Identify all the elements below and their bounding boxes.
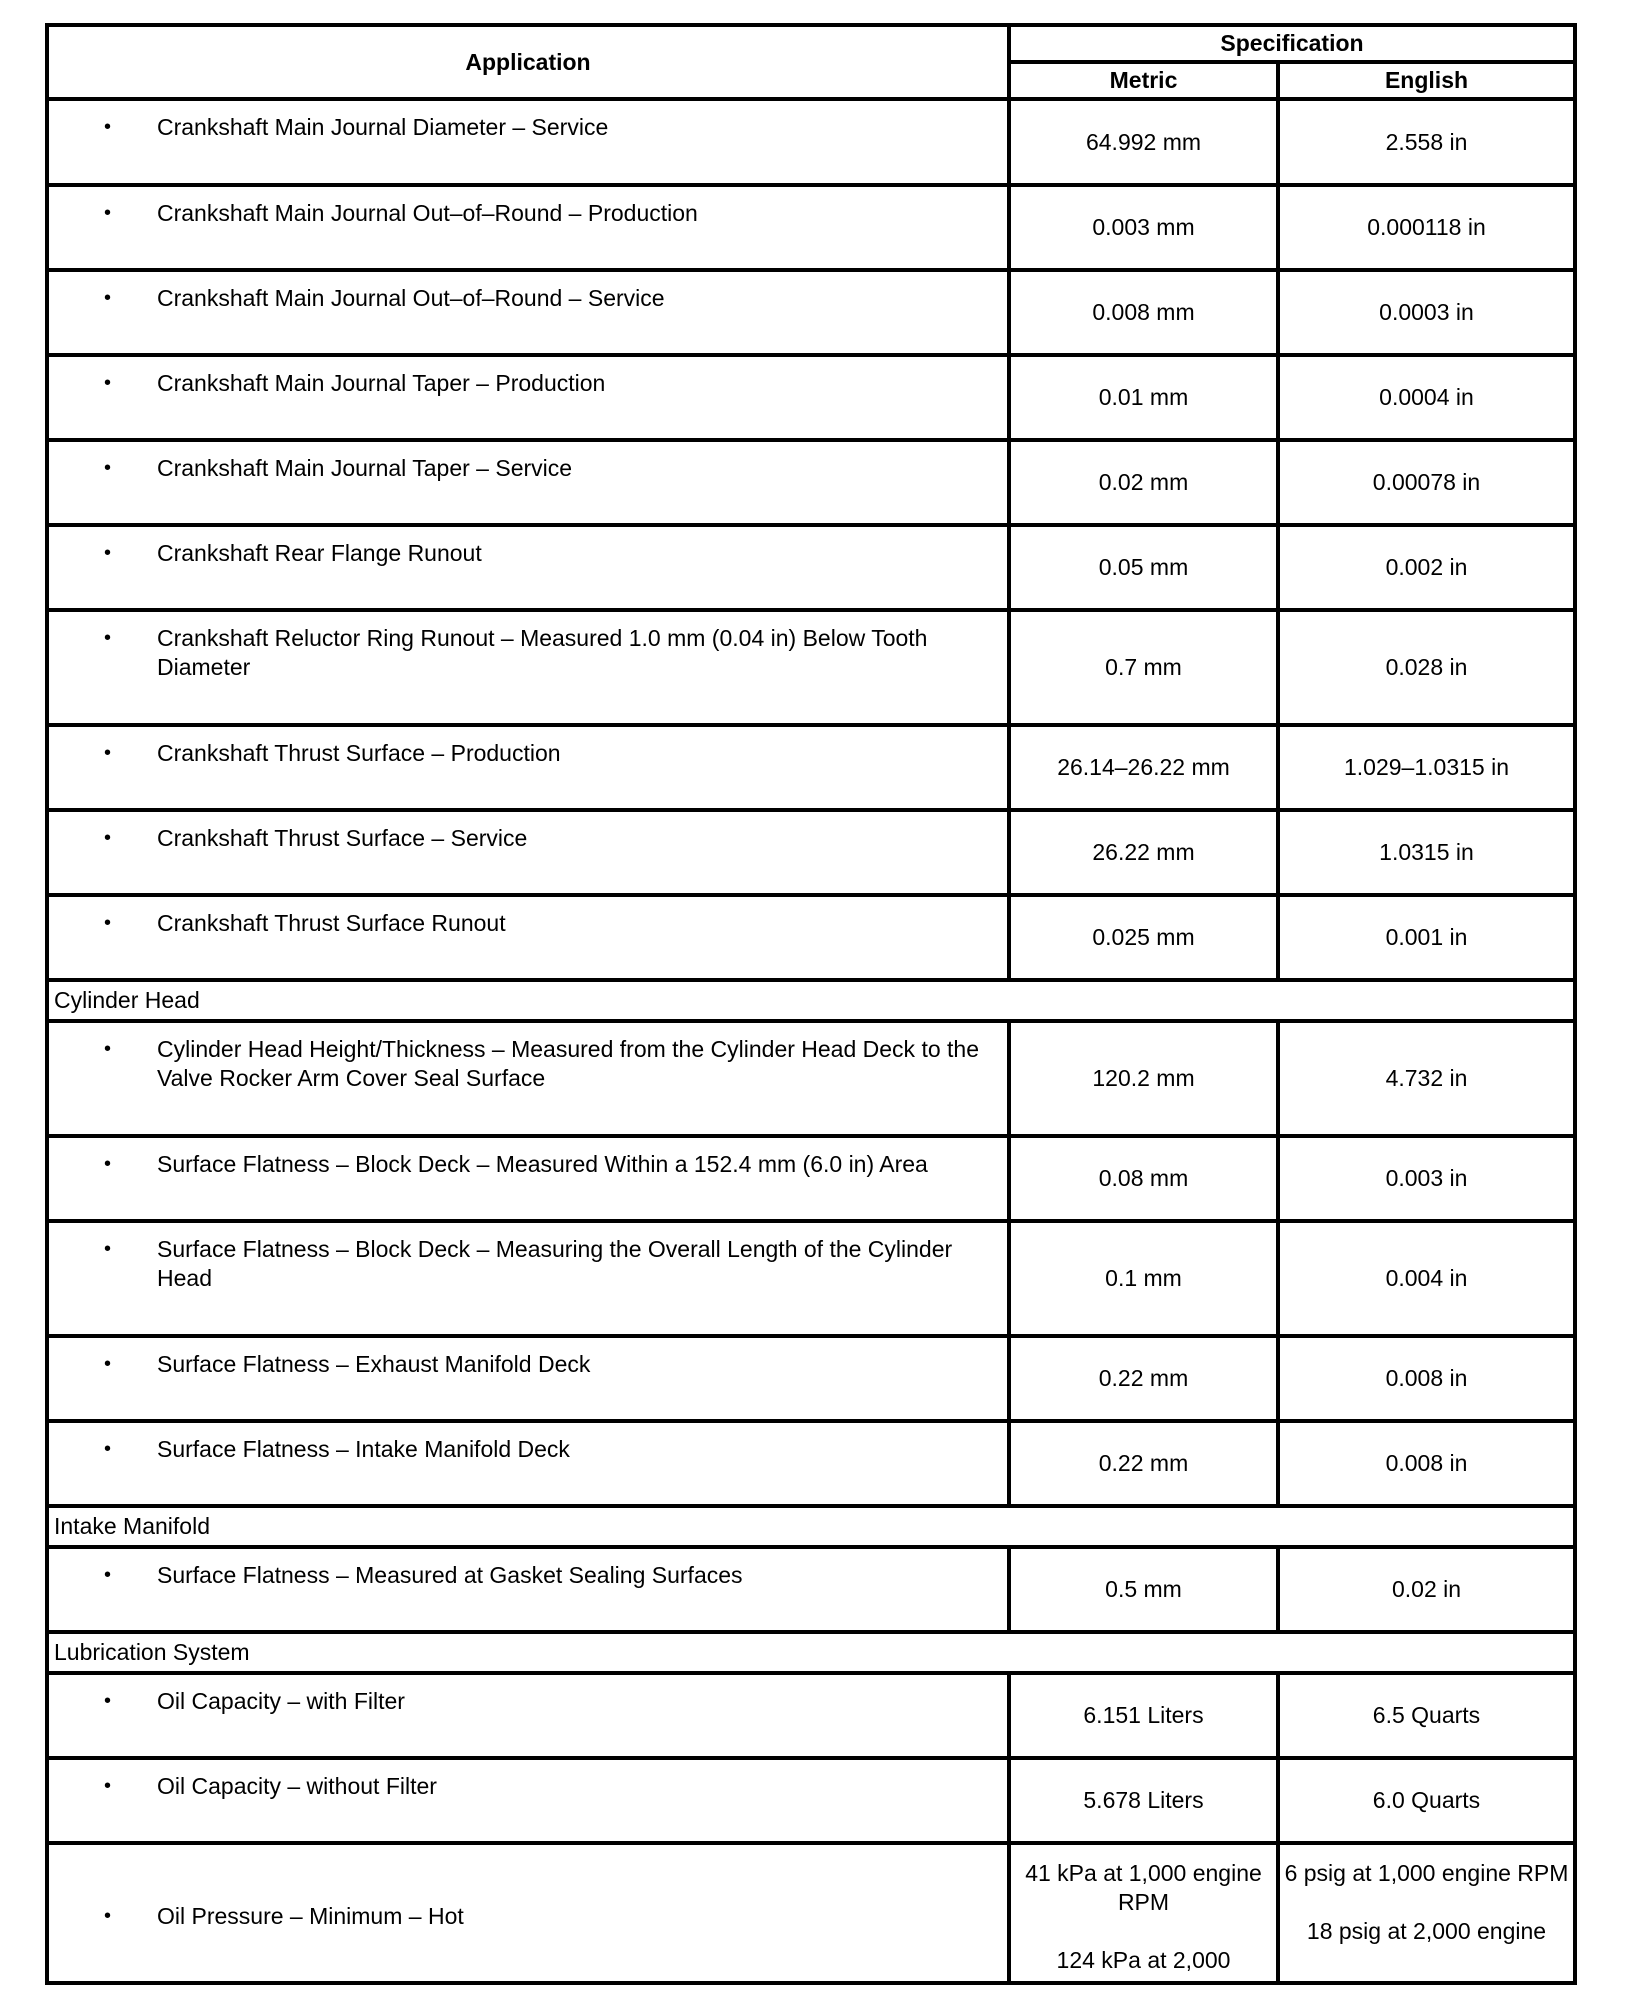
column-header-english: English (1278, 62, 1575, 99)
table-row (47, 270, 1575, 355)
application-text: Surface Flatness – Exhaust Manifold Deck (157, 1351, 591, 1377)
application-cell (47, 725, 1009, 810)
metric-value: 0.05 mm (1009, 525, 1278, 610)
metric-value: 0.7 mm (1009, 610, 1278, 725)
metric-value: 26.22 mm (1009, 810, 1278, 895)
application-cell (47, 1336, 1009, 1421)
bullet-icon: • (104, 287, 112, 309)
metric-value-line2: 124 kPa at 2,000 (1056, 1947, 1231, 1973)
english-value: 6.5 Quarts (1278, 1673, 1575, 1758)
english-value-line1: 6 psig at 1,000 engine RPM (1284, 1860, 1569, 1886)
bullet-icon: • (104, 542, 112, 564)
bullet-icon: • (104, 742, 112, 764)
application-text: Crankshaft Reluctor Ring Runout – Measured 1.0 mm (0.04 in) Below Tooth Diameter (157, 625, 928, 680)
metric-value: 0.1 mm (1009, 1221, 1278, 1336)
table-row (47, 1021, 1575, 1136)
bullet-icon: • (104, 1904, 112, 1927)
application-cell (47, 895, 1009, 980)
application-text: Oil Capacity – without Filter (157, 1773, 437, 1799)
application-text: Crankshaft Main Journal Out–of–Round – Production (157, 200, 698, 226)
table-row (47, 525, 1575, 610)
application-cell (47, 1221, 1009, 1336)
application-text: Crankshaft Main Journal Diameter – Service (157, 114, 609, 140)
application-text: Oil Capacity – with Filter (157, 1688, 405, 1714)
bullet-icon: • (104, 1775, 112, 1797)
english-value: 0.0004 in (1278, 355, 1575, 440)
section-title-cylinder-head: Cylinder Head (47, 980, 1575, 1021)
table-row (47, 1136, 1575, 1221)
metric-value: 0.22 mm (1009, 1336, 1278, 1421)
english-value: 0.004 in (1278, 1221, 1575, 1336)
application-cell (47, 355, 1009, 440)
bullet-icon: • (104, 1564, 112, 1586)
application-text: Crankshaft Thrust Surface – Service (157, 825, 528, 851)
english-value: 6.0 Quarts (1278, 1758, 1575, 1843)
metric-value-line1: 41 kPa at 1,000 engine RPM (1025, 1860, 1262, 1915)
english-value: 2.558 in (1278, 99, 1575, 185)
table-row (47, 99, 1575, 185)
bullet-icon: • (104, 372, 112, 394)
metric-value: 6.151 Liters (1009, 1673, 1278, 1758)
english-value: 0.008 in (1278, 1336, 1575, 1421)
application-text: Surface Flatness – Block Deck – Measuring the Overall Length of the Cylinder Head (157, 1236, 953, 1291)
english-value: 0.02 in (1278, 1547, 1575, 1632)
table-row (47, 895, 1575, 980)
application-text: Cylinder Head Height/Thickness – Measured from the Cylinder Head Deck to the Valve Rocker Arm Cover Seal Surface (157, 1036, 979, 1091)
bullet-icon: • (104, 912, 112, 934)
metric-value: 0.02 mm (1009, 440, 1278, 525)
bullet-icon: • (104, 1153, 112, 1175)
bullet-icon: • (104, 116, 112, 138)
table-row (47, 1547, 1575, 1632)
column-header-application: Application (47, 25, 1009, 99)
metric-value: 0.003 mm (1009, 185, 1278, 270)
english-value: 0.002 in (1278, 525, 1575, 610)
application-cell (47, 525, 1009, 610)
table-row (47, 185, 1575, 270)
english-value: 0.0003 in (1278, 270, 1575, 355)
section-header-row (47, 1632, 1575, 1673)
application-cell (47, 1843, 1009, 1983)
section-header-row (47, 1506, 1575, 1547)
bullet-icon: • (104, 1438, 112, 1460)
section-title-intake-manifold: Intake Manifold (47, 1506, 1575, 1547)
english-value: 0.003 in (1278, 1136, 1575, 1221)
metric-value: 0.08 mm (1009, 1136, 1278, 1221)
english-value-line2: 18 psig at 2,000 engine (1306, 1918, 1547, 1944)
metric-value: 26.14–26.22 mm (1009, 725, 1278, 810)
table-row (47, 1673, 1575, 1758)
application-cell (47, 1021, 1009, 1136)
application-text: Crankshaft Thrust Surface – Production (157, 740, 561, 766)
metric-value: 0.008 mm (1009, 270, 1278, 355)
english-value: 0.028 in (1278, 610, 1575, 725)
application-text: Surface Flatness – Intake Manifold Deck (157, 1436, 570, 1462)
application-cell (47, 185, 1009, 270)
bullet-icon: • (104, 627, 112, 649)
application-cell (47, 1136, 1009, 1221)
table-row (47, 810, 1575, 895)
application-text: Crankshaft Thrust Surface Runout (157, 910, 506, 936)
table-row (47, 440, 1575, 525)
application-cell (47, 1421, 1009, 1506)
application-text: Crankshaft Main Journal Out–of–Round – Service (157, 285, 665, 311)
table-row (47, 1421, 1575, 1506)
bullet-icon: • (104, 1238, 112, 1260)
bullet-icon: • (104, 827, 112, 849)
english-value: 1.029–1.0315 in (1278, 725, 1575, 810)
bullet-icon: • (104, 1353, 112, 1375)
english-value: 0.001 in (1278, 895, 1575, 980)
application-cell (47, 99, 1009, 185)
bullet-icon: • (104, 1038, 112, 1060)
application-text: Surface Flatness – Block Deck – Measured Within a 152.4 mm (6.0 in) Area (157, 1151, 928, 1177)
application-cell (47, 1758, 1009, 1843)
metric-value: 64.992 mm (1009, 99, 1278, 185)
column-header-metric: Metric (1009, 62, 1278, 99)
application-cell (47, 440, 1009, 525)
application-cell (47, 1673, 1009, 1758)
application-cell (47, 1547, 1009, 1632)
table-row (47, 1843, 1575, 1983)
application-cell (47, 810, 1009, 895)
application-text: Crankshaft Rear Flange Runout (157, 540, 482, 566)
section-header-row (47, 980, 1575, 1021)
metric-value: 0.22 mm (1009, 1421, 1278, 1506)
metric-value: 0.01 mm (1009, 355, 1278, 440)
specification-table (45, 23, 1577, 1985)
application-text: Oil Pressure – Minimum – Hot (157, 1902, 464, 1929)
table-row (47, 355, 1575, 440)
english-value: 0.00078 in (1278, 440, 1575, 525)
section-title-lubrication-system: Lubrication System (47, 1632, 1575, 1673)
metric-value: 5.678 Liters (1009, 1758, 1278, 1843)
english-value: 1.0315 in (1278, 810, 1575, 895)
table-row (47, 1221, 1575, 1336)
bullet-icon: • (104, 457, 112, 479)
metric-value (1009, 1843, 1278, 1983)
english-value: 0.000118 in (1278, 185, 1575, 270)
column-header-specification: Specification (1009, 25, 1575, 62)
application-text: Crankshaft Main Journal Taper – Service (157, 455, 573, 481)
application-cell (47, 610, 1009, 725)
bullet-icon: • (104, 1690, 112, 1712)
application-text: Crankshaft Main Journal Taper – Production (157, 370, 606, 396)
english-value: 0.008 in (1278, 1421, 1575, 1506)
application-text: Surface Flatness – Measured at Gasket Sealing Surfaces (157, 1562, 743, 1588)
table-row (47, 725, 1575, 810)
application-cell (47, 270, 1009, 355)
english-value: 4.732 in (1278, 1021, 1575, 1136)
table-row (47, 1336, 1575, 1421)
table-row (47, 610, 1575, 725)
english-value (1278, 1843, 1575, 1983)
metric-value: 0.5 mm (1009, 1547, 1278, 1632)
metric-value: 0.025 mm (1009, 895, 1278, 980)
metric-value: 120.2 mm (1009, 1021, 1278, 1136)
table-row (47, 1758, 1575, 1843)
bullet-icon: • (104, 202, 112, 224)
